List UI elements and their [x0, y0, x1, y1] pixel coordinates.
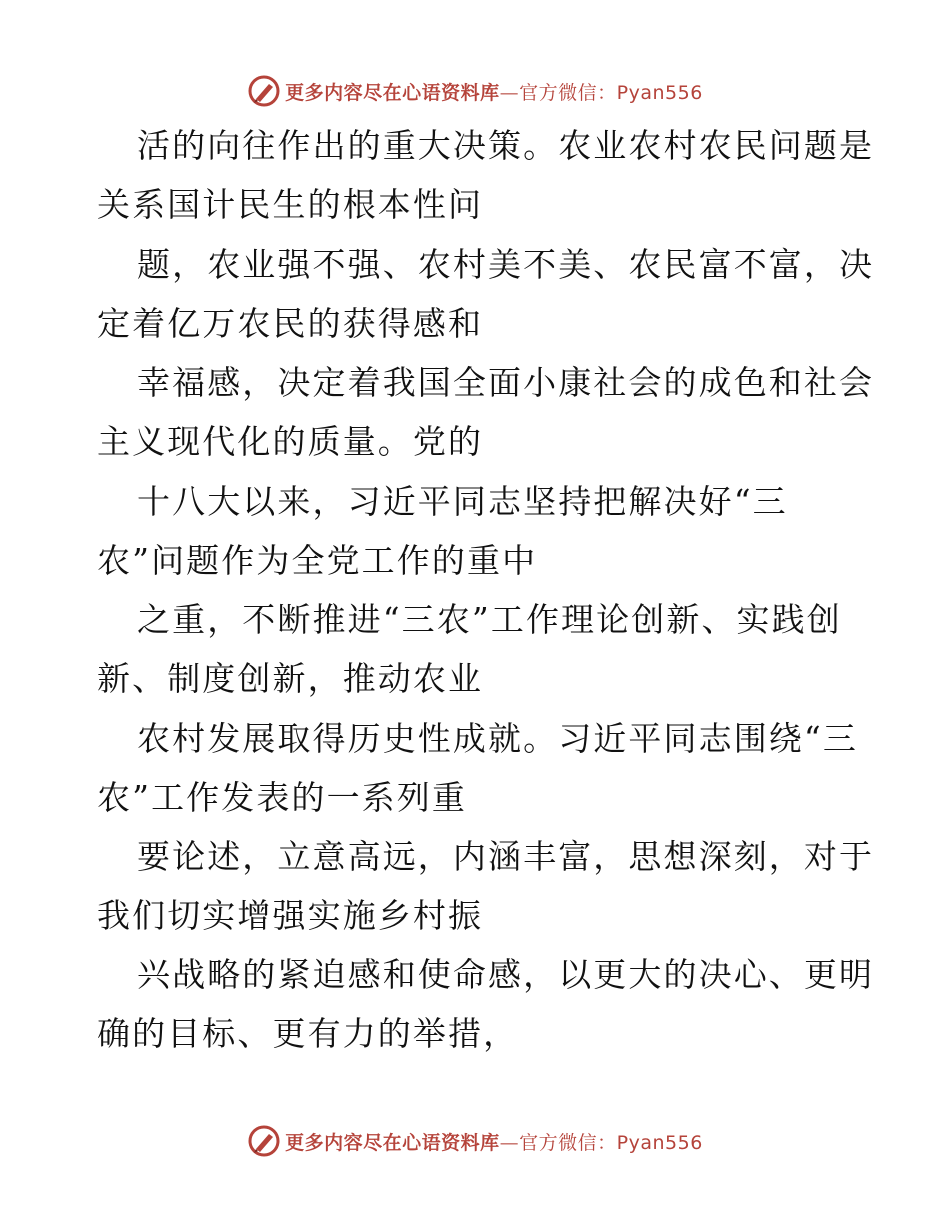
header-watermark [0, 71, 950, 111]
text-line: 之重，不断推进“三农”工作理论创新、实践创 [137, 600, 842, 639]
text-line: 农”问题作为全党工作的重中 [97, 541, 538, 580]
text-line: 主义现代化的质量。党的 [97, 422, 484, 461]
text-line: 活的向往作出的重大决策。农业农村农民问题是 [137, 126, 875, 165]
footer-watermark [0, 1121, 950, 1161]
text-line: 关系国计民生的根本性问 [97, 185, 484, 224]
text-line: 幸福感，决定着我国全面小康社会的成色和社会 [137, 363, 875, 402]
watermark-text: 更多内容尽在心语资料库—官方微信：Pyan556 [285, 81, 703, 104]
text-line: 要论述，立意高远，内涵丰富，思想深刻，对于 [137, 837, 875, 876]
text-line: 农村发展取得历史性成就。习近平同志围绕“三 [137, 719, 858, 758]
text-line: 定着亿万农民的获得感和 [97, 304, 484, 343]
pen-logo-icon [247, 1124, 281, 1158]
text-line: 确的目标、更有力的举措， [97, 1014, 519, 1053]
text-line: 题，农业强不强、农村美不美、农民富不富，决 [137, 245, 875, 284]
text-line: 兴战略的紧迫感和使命感，以更大的决心、更明 [137, 955, 875, 994]
text-line: 新、制度创新，推动农业 [97, 659, 484, 698]
watermark-text: 更多内容尽在心语资料库—官方微信：Pyan556 [285, 1131, 703, 1154]
text-line: 我们切实增强实施乡村振 [97, 896, 484, 935]
text-line: 农”工作发表的一系列重 [97, 778, 467, 817]
text-line: 十八大以来，习近平同志坚持把解决好“三 [137, 482, 788, 521]
pen-logo-icon [247, 74, 281, 108]
